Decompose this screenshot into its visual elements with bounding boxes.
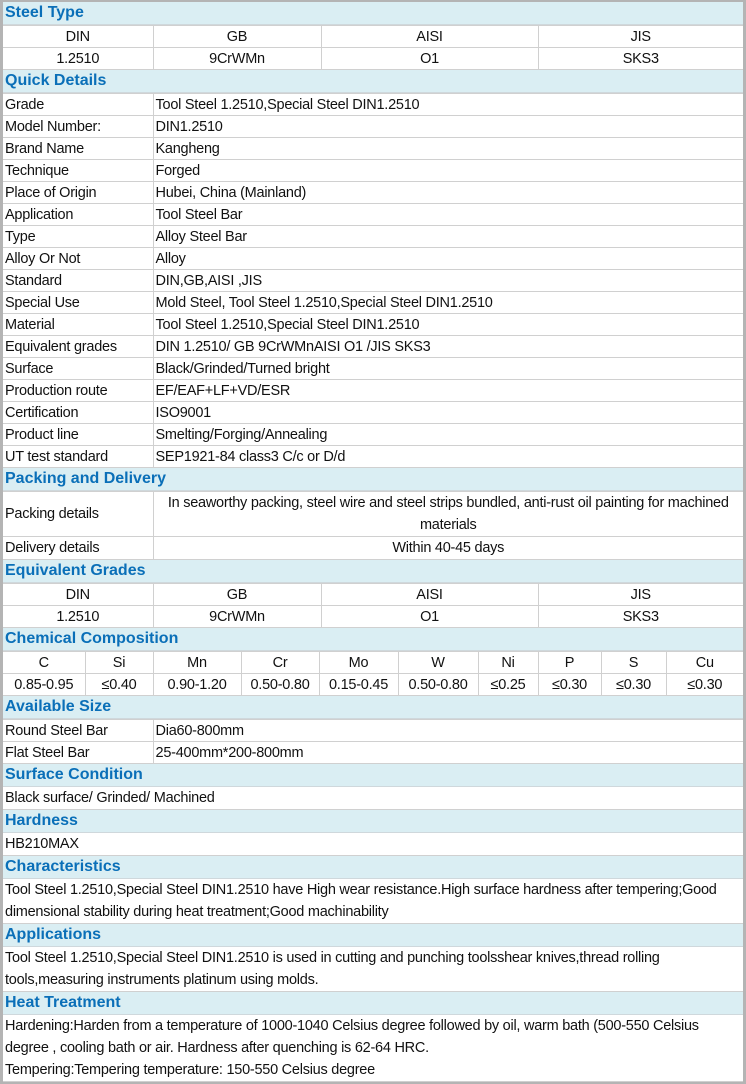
table-cell: 1.2510	[3, 48, 153, 70]
row-label: Surface	[3, 358, 153, 380]
row-value: In seaworthy packing, steel wire and steel strips bundled, anti-rust oil painting for machined materials	[153, 492, 743, 537]
table-cell: 0.90-1.20	[153, 674, 241, 696]
table-cell: SKS3	[538, 48, 743, 70]
table-cell: 0.50-0.80	[241, 674, 319, 696]
row-label: Grade	[3, 94, 153, 116]
table-row	[3, 742, 743, 764]
row-value: Hubei, China (Mainland)	[153, 182, 743, 204]
row-value: ISO9001	[153, 402, 743, 424]
table-cell: ≤0.40	[85, 674, 153, 696]
table-cell: 9CrWMn	[153, 606, 321, 628]
available-size-table	[3, 719, 743, 764]
column-header: AISI	[321, 584, 538, 606]
column-header: GB	[153, 26, 321, 48]
table-row	[3, 674, 743, 696]
row-value: Mold Steel, Tool Steel 1.2510,Special Steel DIN1.2510	[153, 292, 743, 314]
table-row	[3, 160, 743, 182]
row-label: Delivery details	[3, 537, 153, 560]
row-label: Place of Origin	[3, 182, 153, 204]
row-value: Dia60-800mm	[153, 720, 743, 742]
table-cell: ≤0.25	[478, 674, 538, 696]
table-row	[3, 358, 743, 380]
column-header: Mn	[153, 652, 241, 674]
row-value: EF/EAF+LF+VD/ESR	[153, 380, 743, 402]
table-cell: 1.2510	[3, 606, 153, 628]
table-row	[3, 424, 743, 446]
column-header: JIS	[538, 26, 743, 48]
text-line: HB210MAX	[5, 836, 79, 852]
quick-details-table	[3, 93, 743, 468]
column-header: Mo	[319, 652, 398, 674]
available-size-section-title: Available Size	[3, 696, 743, 719]
row-value: Within 40-45 days	[153, 537, 743, 560]
row-value: Forged	[153, 160, 743, 182]
equivalent-grades-section-title: Equivalent Grades	[3, 560, 743, 583]
table-row	[3, 606, 743, 628]
row-label: Type	[3, 226, 153, 248]
table-row	[3, 292, 743, 314]
table-header-row	[3, 584, 743, 606]
table-row	[3, 270, 743, 292]
row-label: Packing details	[3, 492, 153, 537]
column-header: Cu	[666, 652, 743, 674]
table-row	[3, 182, 743, 204]
table-row	[3, 492, 743, 537]
quick-details-section-title: Quick Details	[3, 70, 743, 93]
row-value: Smelting/Forging/Annealing	[153, 424, 743, 446]
table-cell: SKS3	[538, 606, 743, 628]
column-header: DIN	[3, 584, 153, 606]
row-label: Equivalent grades	[3, 336, 153, 358]
row-value: Alloy	[153, 248, 743, 270]
table-row	[3, 314, 743, 336]
row-label: Brand Name	[3, 138, 153, 160]
characteristics-section-title: Characteristics	[3, 856, 743, 879]
row-value: SEP1921-84 class3 C/c or D/d	[153, 446, 743, 468]
row-label: Production route	[3, 380, 153, 402]
row-value: Kangheng	[153, 138, 743, 160]
column-header: DIN	[3, 26, 153, 48]
table-cell: O1	[321, 606, 538, 628]
column-header: Cr	[241, 652, 319, 674]
row-label: Flat Steel Bar	[3, 742, 153, 764]
steel-type-table	[3, 25, 743, 70]
table-cell: 0.15-0.45	[319, 674, 398, 696]
table-cell: O1	[321, 48, 538, 70]
chemical-section-title: Chemical Composition	[3, 628, 743, 651]
row-value: Tool Steel Bar	[153, 204, 743, 226]
row-value: Tool Steel 1.2510,Special Steel DIN1.2510	[153, 94, 743, 116]
chemical-table	[3, 651, 743, 696]
table-row	[3, 336, 743, 358]
heat-treatment-text	[3, 1015, 743, 1082]
row-label: Certification	[3, 402, 153, 424]
applications-section-title: Applications	[3, 924, 743, 947]
table-row	[3, 138, 743, 160]
heat-treatment-section-title: Heat Treatment	[3, 992, 743, 1015]
column-header: P	[538, 652, 601, 674]
row-value: 25-400mm*200-800mm	[153, 742, 743, 764]
characteristics-text	[3, 879, 743, 924]
row-value: DIN,GB,AISI ,JIS	[153, 270, 743, 292]
text-line: Tool Steel 1.2510,Special Steel DIN1.2510 is used in cutting and punching toolsshear knives,thread rolling tools,measuring instruments platinum using molds.	[5, 950, 660, 988]
table-cell: ≤0.30	[666, 674, 743, 696]
row-value: DIN1.2510	[153, 116, 743, 138]
column-header: Si	[85, 652, 153, 674]
table-row	[3, 446, 743, 468]
table-cell: ≤0.30	[601, 674, 666, 696]
table-row	[3, 380, 743, 402]
table-cell: 9CrWMn	[153, 48, 321, 70]
row-label: Product line	[3, 424, 153, 446]
table-cell: ≤0.30	[538, 674, 601, 696]
row-value: DIN 1.2510/ GB 9CrWMnAISI O1 /JIS SKS3	[153, 336, 743, 358]
equivalent-grades-table	[3, 583, 743, 628]
steel-type-section-title: Steel Type	[3, 2, 743, 25]
applications-text	[3, 947, 743, 992]
column-header: S	[601, 652, 666, 674]
text-line: Hardening:Harden from a temperature of 1000-1040 Celsius degree followed by oil, warm bath (500-550 Celsius degree , cooling bath or air. Hardness after quenching is 62-64 HRC.	[5, 1018, 699, 1056]
row-label: Round Steel Bar	[3, 720, 153, 742]
hardness-section-title: Hardness	[3, 810, 743, 833]
text-line: Black surface/ Grinded/ Machined	[5, 790, 215, 806]
column-header: C	[3, 652, 85, 674]
table-row	[3, 720, 743, 742]
row-label: UT test standard	[3, 446, 153, 468]
row-value: Tool Steel 1.2510,Special Steel DIN1.2510	[153, 314, 743, 336]
surface-condition-text	[3, 787, 743, 810]
table-row	[3, 48, 743, 70]
row-value: Black/Grinded/Turned bright	[153, 358, 743, 380]
row-label: Application	[3, 204, 153, 226]
table-row	[3, 537, 743, 560]
packing-section-title: Packing and Delivery	[3, 468, 743, 491]
column-header: W	[398, 652, 478, 674]
text-line: Tempering:Tempering temperature: 150-550 Celsius degree	[5, 1062, 375, 1078]
row-label: Alloy Or Not	[3, 248, 153, 270]
packing-table	[3, 491, 743, 560]
column-header: JIS	[538, 584, 743, 606]
table-cell: 0.50-0.80	[398, 674, 478, 696]
row-label: Material	[3, 314, 153, 336]
row-label: Technique	[3, 160, 153, 182]
table-row	[3, 402, 743, 424]
row-label: Model Number:	[3, 116, 153, 138]
column-header: GB	[153, 584, 321, 606]
row-label: Standard	[3, 270, 153, 292]
column-header: Ni	[478, 652, 538, 674]
table-cell: 0.85-0.95	[3, 674, 85, 696]
row-label: Special Use	[3, 292, 153, 314]
table-header-row	[3, 652, 743, 674]
table-row	[3, 94, 743, 116]
hardness-text	[3, 833, 743, 856]
table-header-row	[3, 26, 743, 48]
row-value: Alloy Steel Bar	[153, 226, 743, 248]
table-row	[3, 204, 743, 226]
column-header: AISI	[321, 26, 538, 48]
table-row	[3, 226, 743, 248]
surface-condition-section-title: Surface Condition	[3, 764, 743, 787]
text-line: Tool Steel 1.2510,Special Steel DIN1.2510 have High wear resistance.High surface hardness after tempering;Good dimensional stability during heat treatment;Good machinability	[5, 882, 717, 920]
table-row	[3, 116, 743, 138]
table-row	[3, 248, 743, 270]
